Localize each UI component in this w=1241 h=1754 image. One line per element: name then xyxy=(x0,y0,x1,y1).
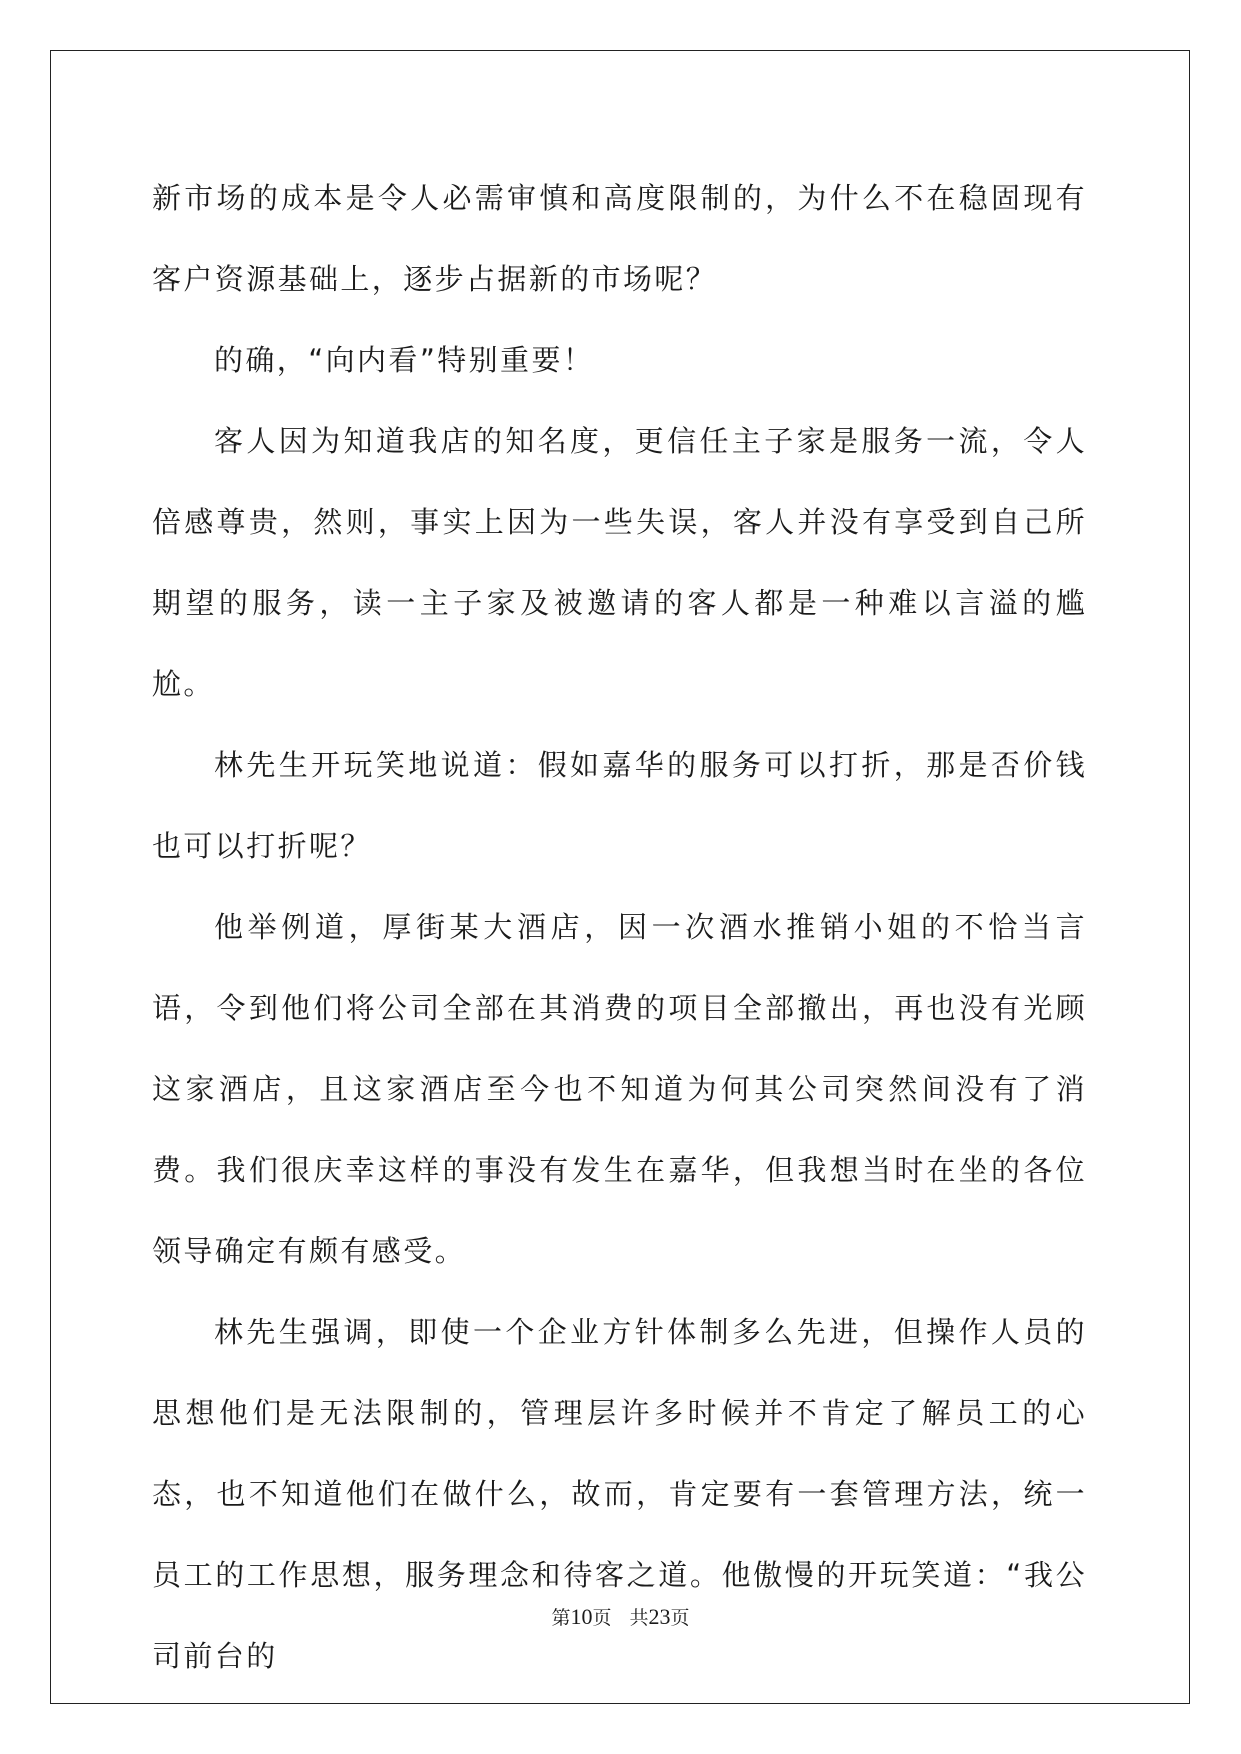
paragraph: 新市场的成本是令人必需审慎和高度限制的，为什么不在稳固现有客户资源基础上，逐步占据新的市场呢？ xyxy=(152,181,1087,296)
paragraph: 的确，“向内看”特别重要！ xyxy=(214,343,595,377)
document-body xyxy=(152,158,1087,1697)
paragraph: 林先生开玩笑地说道：假如嘉华的服务可以打折，那是否价钱也可以打折呢？ xyxy=(152,748,1087,863)
total-pages: 23 xyxy=(648,1604,671,1629)
total-label-prefix: 共 xyxy=(629,1607,649,1629)
page-number: 10 xyxy=(570,1604,593,1629)
page-label-suffix: 页 xyxy=(592,1607,612,1629)
paragraph: 林先生强调，即使一个企业方针体制多么先进，但操作人员的思想他们是无法限制的，管理层许多时候并不肯定了解员工的心态，也不知道他们在做什么，故而，肯定要有一套管理方法，统一员工的工作思想，服务理念和待客之道。他傲慢的开玩笑道：“我公司前台的 xyxy=(152,1315,1087,1673)
page-footer xyxy=(0,1603,1241,1630)
total-label-suffix: 页 xyxy=(670,1607,690,1629)
paragraph: 他举例道，厚街某大酒店，因一次酒水推销小姐的不恰当言语，令到他们将公司全部在其消费的项目全部撤出，再也没有光顾这家酒店，且这家酒店至今也不知道为何其公司突然间没有了消费。我们很庆幸这样的事没有发生在嘉华，但我想当时在坐的各位领导确定有颇有感受。 xyxy=(152,910,1087,1268)
paragraph: 客人因为知道我店的知名度，更信任主子家是服务一流，令人倍感尊贵，然则，事实上因为一些失误，客人并没有享受到自己所期望的服务，读一主子家及被邀请的客人都是一种难以言溢的尴尬。 xyxy=(152,424,1087,701)
page-label-prefix: 第 xyxy=(551,1607,571,1629)
